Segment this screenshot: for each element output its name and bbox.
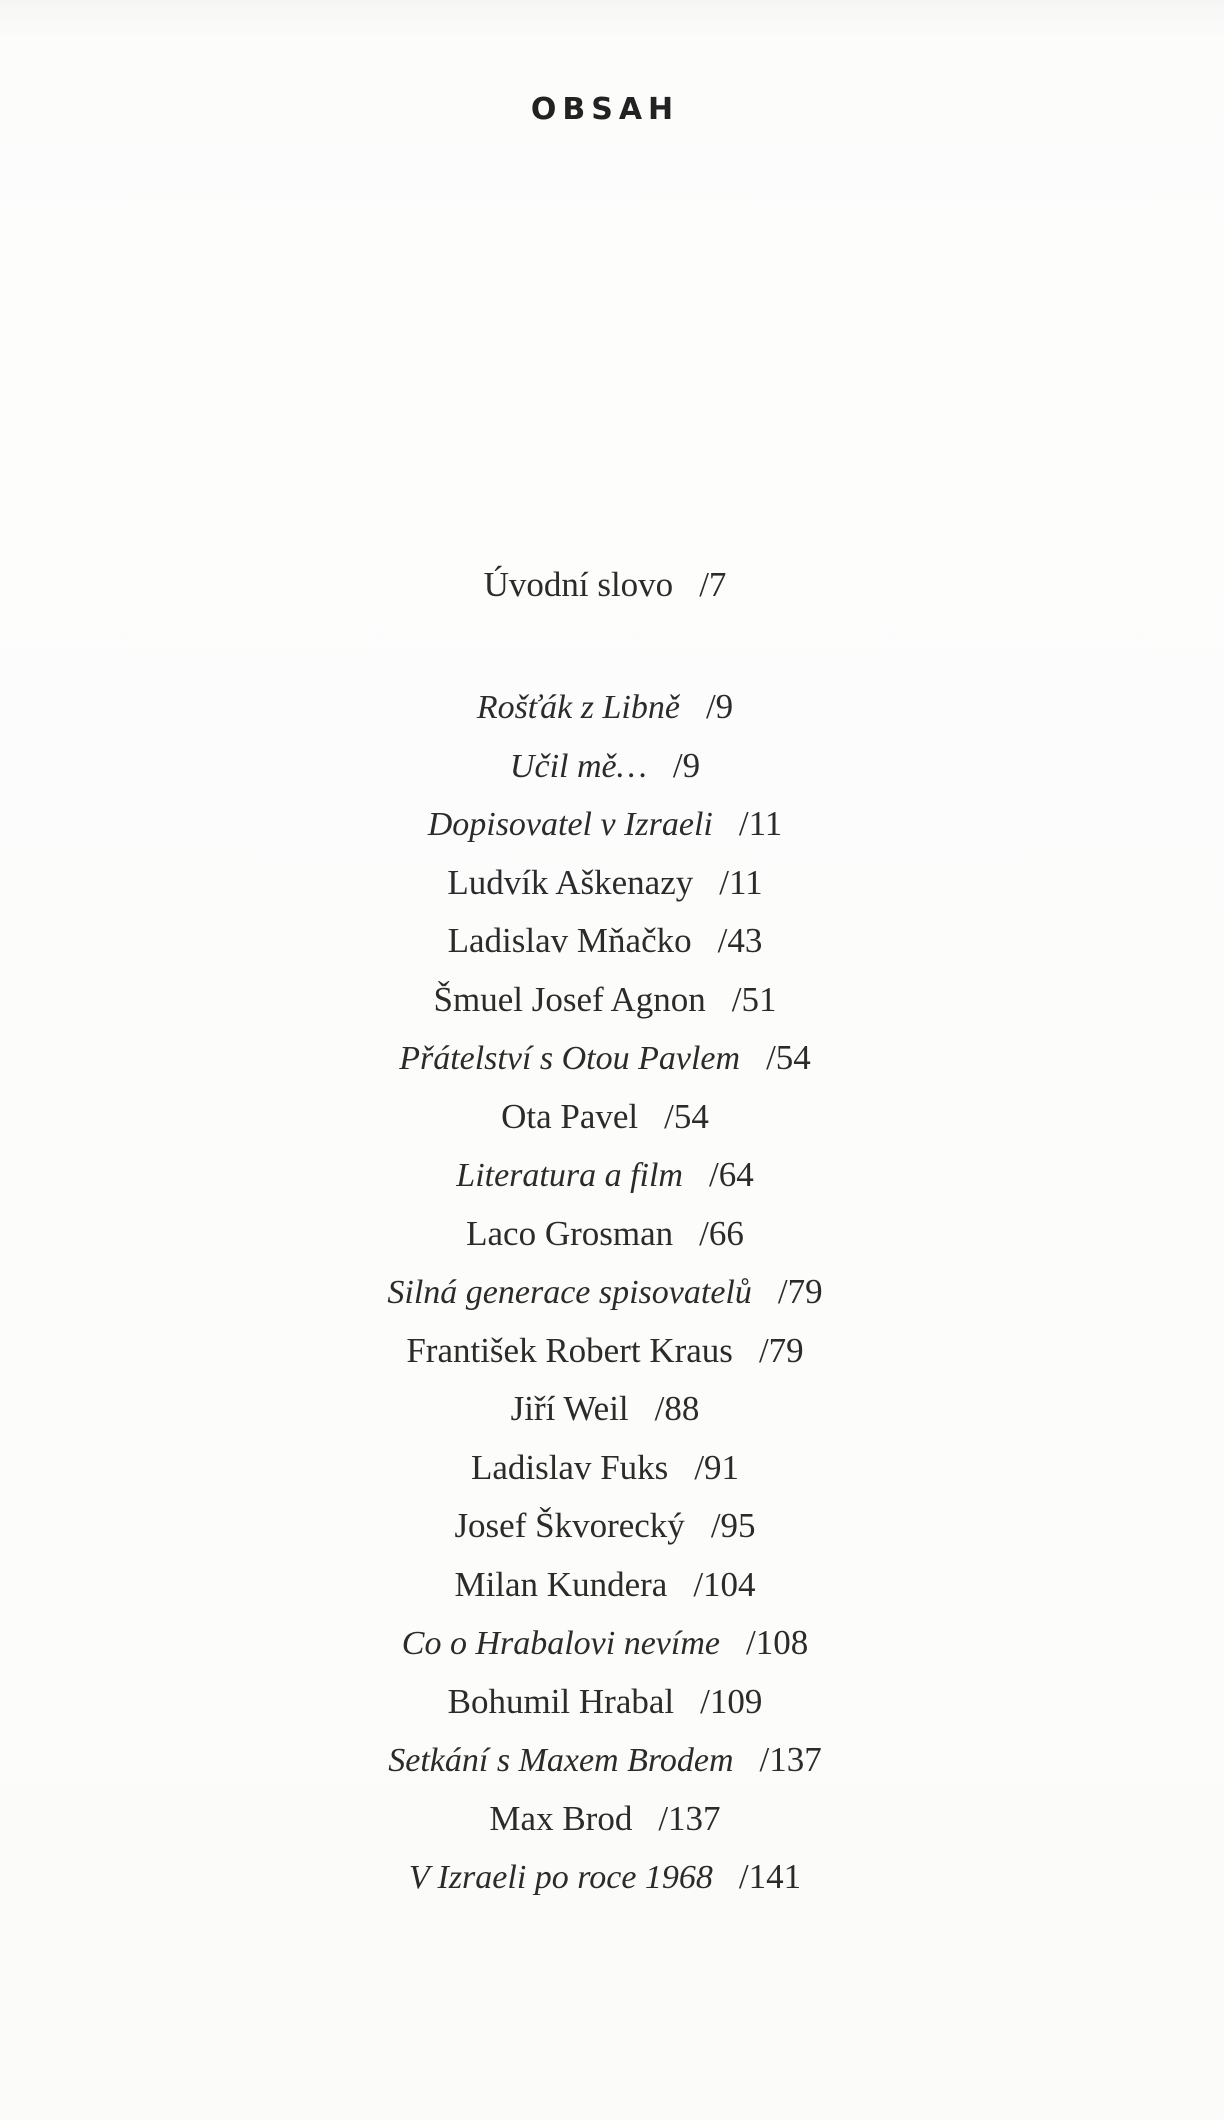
toc-entry-page: /11: [719, 862, 763, 902]
toc-entry-title: Silná generace spisovatelů: [387, 1274, 752, 1311]
toc-entry-page: /137: [658, 1798, 721, 1838]
toc-entry-title: Šmuel Josef Agnon: [433, 979, 706, 1019]
toc-entry-page: /66: [699, 1213, 744, 1253]
toc-entry-title: Rošťák z Libně: [476, 689, 680, 726]
toc-entry-page: /64: [708, 1155, 754, 1194]
toc-entry-page: /7: [699, 565, 727, 604]
toc-entry-page: /109: [700, 1681, 763, 1721]
toc-entry: [0, 912, 1210, 971]
toc-entry: [0, 1380, 1210, 1439]
toc-entry-page: /91: [694, 1447, 740, 1487]
toc-entry-title: Co o Hrabalovi nevíme: [401, 1625, 720, 1662]
toc-entry-page: /95: [710, 1506, 756, 1545]
page-title: OBSAH: [530, 92, 680, 127]
toc-entry-page: /137: [759, 1740, 822, 1779]
toc-entry: [0, 1439, 1210, 1498]
toc-entry-title: Ota Pavel: [501, 1096, 639, 1136]
toc-entry: [0, 1146, 1210, 1205]
toc-entry: [0, 795, 1210, 854]
toc-entry-title: Literatura a film: [456, 1157, 683, 1194]
toc-entry-title: Josef Škvorecký: [454, 1506, 685, 1545]
toc-entry-title: Max Brod: [489, 1798, 633, 1838]
toc-entry-page: /108: [745, 1623, 809, 1662]
toc-entry-title: Milan Kundera: [454, 1564, 668, 1604]
toc-entry: [0, 1263, 1210, 1322]
toc-entry-title: Přátelství s Otou Pavlem: [399, 1040, 741, 1077]
toc-entry: [0, 1029, 1210, 1088]
toc-entry: [0, 1556, 1210, 1615]
toc-entry-page: /51: [731, 979, 777, 1019]
toc-entry: [0, 1205, 1210, 1264]
toc-entry-page: /79: [758, 1330, 804, 1370]
toc-entry: [0, 1088, 1210, 1147]
toc-entry-page: /88: [654, 1389, 700, 1428]
toc-entry-title: V Izraeli po roce 1968: [408, 1859, 713, 1896]
toc-entry: [0, 737, 1210, 796]
toc-entry-title: Ludvík Aškenazy: [447, 862, 694, 902]
toc-entry-title: Ladislav Fuks: [470, 1447, 669, 1487]
toc-entry: [0, 1322, 1210, 1381]
toc-entry-title: František Robert Kraus: [406, 1330, 733, 1370]
toc-entry: [0, 1848, 1210, 1907]
toc-entry-page: /54: [766, 1038, 811, 1077]
toc-entry-title: Jiří Weil: [510, 1389, 629, 1428]
toc-entry-title: Bohumil Hrabal: [447, 1681, 675, 1721]
toc-intro: [0, 556, 1210, 615]
table-of-contents: [0, 678, 1210, 1907]
toc-entry-page: /104: [693, 1564, 756, 1604]
toc-entry-page: /54: [664, 1096, 709, 1136]
toc-entry: [0, 971, 1210, 1030]
toc-entry-page: /43: [717, 921, 763, 960]
toc-entry: [0, 1673, 1210, 1732]
toc-entry-page: /79: [777, 1272, 823, 1311]
toc-entry-page: /141: [738, 1857, 802, 1896]
toc-entry: [0, 1790, 1210, 1849]
toc-entry: [0, 1614, 1210, 1673]
toc-entry-title: Setkání s Maxem Brodem: [388, 1742, 734, 1779]
toc-entry-page: /11: [738, 804, 783, 843]
toc-entry-title: Učil mě…: [509, 747, 647, 785]
toc-entry-intro: [0, 556, 1210, 615]
toc-entry: [0, 678, 1210, 737]
toc-entry-page: /9: [672, 745, 701, 785]
toc-entry-page: /9: [705, 687, 734, 726]
toc-entry: [0, 1731, 1210, 1790]
toc-entry: [0, 854, 1210, 913]
toc-entry-title: Ladislav Mňačko: [447, 921, 692, 960]
toc-entry: [0, 1497, 1210, 1556]
toc-entry-title: Úvodní slovo: [483, 565, 674, 604]
toc-entry-title: Dopisovatel v Izraeli: [427, 806, 713, 843]
toc-entry-title: Laco Grosman: [466, 1213, 674, 1253]
